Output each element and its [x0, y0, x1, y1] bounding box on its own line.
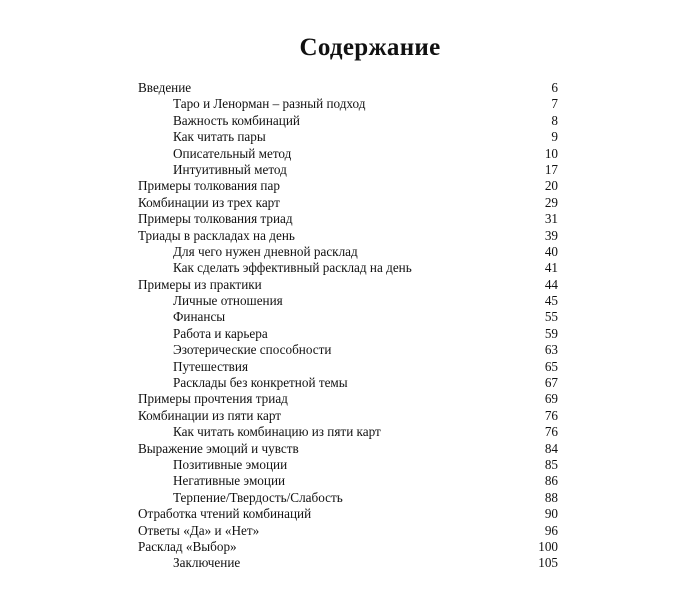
toc-entry-page-number: 6: [551, 80, 558, 95]
toc-entry-title: Примеры из практики: [138, 276, 262, 292]
toc-entry: [138, 326, 558, 342]
toc-entry: [138, 80, 558, 96]
toc-entry-title: Примеры толкования пар: [138, 178, 280, 194]
toc-entry: [138, 277, 558, 293]
toc-entry-title: Введение: [138, 80, 192, 95]
toc-entry-page-number: 10: [544, 145, 558, 161]
toc-entry: [138, 228, 558, 244]
toc-entry-title: Как читать пары: [173, 129, 266, 145]
toc-entry-title: Таро и Ленорман – разный подход: [173, 96, 366, 112]
toc-entry: [138, 96, 558, 112]
toc-entry-title: Терпение/Твердость/Слабость: [173, 489, 343, 505]
toc-entry-title: Заключение: [173, 555, 241, 571]
toc-entry-page-number: 17: [544, 161, 558, 177]
toc-entry-title: Примеры толкования триад: [138, 211, 293, 227]
toc-entry-title: Финансы: [173, 309, 226, 325]
toc-entry-page-number: 20: [544, 178, 558, 194]
toc-entry-title: Как читать комбинацию из пяти карт: [173, 424, 381, 440]
toc-entry-title: Личные отношения: [173, 293, 283, 309]
toc-entry-page-number: 84: [544, 440, 558, 456]
toc-entry-page-number: 41: [544, 260, 558, 276]
toc-entry-title: Описательный метод: [173, 145, 292, 161]
toc-entry-page-number: 39: [544, 227, 558, 243]
toc-entry-title: Интуитивный метод: [173, 161, 287, 177]
toc-entry: [138, 146, 558, 162]
toc-entry-page-number: 65: [544, 358, 558, 374]
toc-entry: [138, 539, 558, 555]
toc-entry-title: Комбинации из пяти карт: [138, 407, 282, 423]
toc-entry-title: Позитивные эмоции: [173, 456, 288, 472]
toc-entry: [138, 555, 558, 571]
toc-entry-page-number: 29: [544, 194, 558, 210]
toc-entry-page-number: 8: [551, 112, 558, 128]
toc-entry-title: Путешествия: [173, 358, 249, 374]
table-of-contents: [138, 80, 558, 572]
toc-entry-page-number: 100: [538, 538, 558, 554]
toc-entry-page-number: 76: [544, 407, 558, 423]
toc-entry: [138, 162, 558, 178]
toc-entry-title: Отработка чтений комбинаций: [138, 506, 312, 522]
toc-entry-page-number: 31: [544, 211, 558, 227]
toc-entry: [138, 473, 558, 489]
toc-entry-page-number: 45: [544, 293, 558, 309]
toc-entry-page-number: 63: [544, 342, 558, 358]
toc-entry-title: Выражение эмоций и чувств: [138, 440, 299, 456]
toc-entry-page-number: 59: [544, 325, 558, 341]
toc-entry-page-number: 90: [544, 506, 558, 522]
toc-entry: [138, 129, 558, 145]
toc-entry: [138, 359, 558, 375]
toc-entry-page-number: 55: [544, 309, 558, 325]
page-title: Содержание: [299, 34, 441, 61]
toc-entry: [138, 408, 558, 424]
toc-entry-page-number: 7: [551, 96, 558, 112]
toc-entry-page-number: 96: [544, 522, 558, 538]
toc-entry: [138, 195, 558, 211]
toc-entry: [138, 211, 558, 227]
toc-entry: [138, 523, 558, 539]
toc-entry-title: Примеры прочтения триад: [138, 391, 288, 407]
toc-entry-page-number: 88: [544, 489, 558, 505]
toc-entry: [138, 260, 558, 276]
toc-entry-title: Как сделать эффективный расклад на день: [173, 260, 412, 276]
toc-entry: [138, 178, 558, 194]
toc-entry: [138, 391, 558, 407]
toc-entry-page-number: 76: [544, 424, 558, 440]
toc-entry: [138, 441, 558, 457]
toc-entry-page-number: 44: [544, 276, 558, 292]
toc-entry-page-number: 67: [544, 375, 558, 391]
toc-entry: [138, 457, 558, 473]
toc-entry: [138, 375, 558, 391]
toc-entry: [138, 244, 558, 260]
toc-entry-title: Эзотерические способности: [173, 342, 332, 358]
toc-entry-title: Ответы «Да» и «Нет»: [138, 522, 260, 538]
toc-entry-title: Негативные эмоции: [173, 473, 286, 489]
toc-entry: [138, 113, 558, 129]
toc-entry-page-number: 9: [551, 129, 558, 145]
toc-entry-page-number: 69: [544, 391, 558, 407]
toc-entry: [138, 506, 558, 522]
toc-entry-page-number: 86: [544, 473, 558, 489]
toc-entry-title: Для чего нужен дневной расклад: [173, 243, 358, 259]
toc-entry-title: Важность комбинаций: [173, 112, 300, 128]
toc-entry: [138, 309, 558, 325]
toc-entry-page-number: 85: [544, 456, 558, 472]
toc-entry: [138, 490, 558, 506]
toc-entry: [138, 293, 558, 309]
toc-entry-title: Комбинации из трех карт: [138, 194, 280, 210]
toc-entry-title: Расклады без конкретной темы: [173, 375, 348, 391]
toc-entry-page-number: 105: [538, 555, 558, 571]
toc-entry-title: Работа и карьера: [173, 325, 268, 341]
toc-entry-page-number: 40: [544, 243, 558, 259]
toc-entry-title: Триады в раскладах на день: [138, 227, 295, 243]
toc-entry: [138, 342, 558, 358]
toc-entry: [138, 424, 558, 440]
toc-entry-title: Расклад «Выбор»: [138, 538, 237, 554]
